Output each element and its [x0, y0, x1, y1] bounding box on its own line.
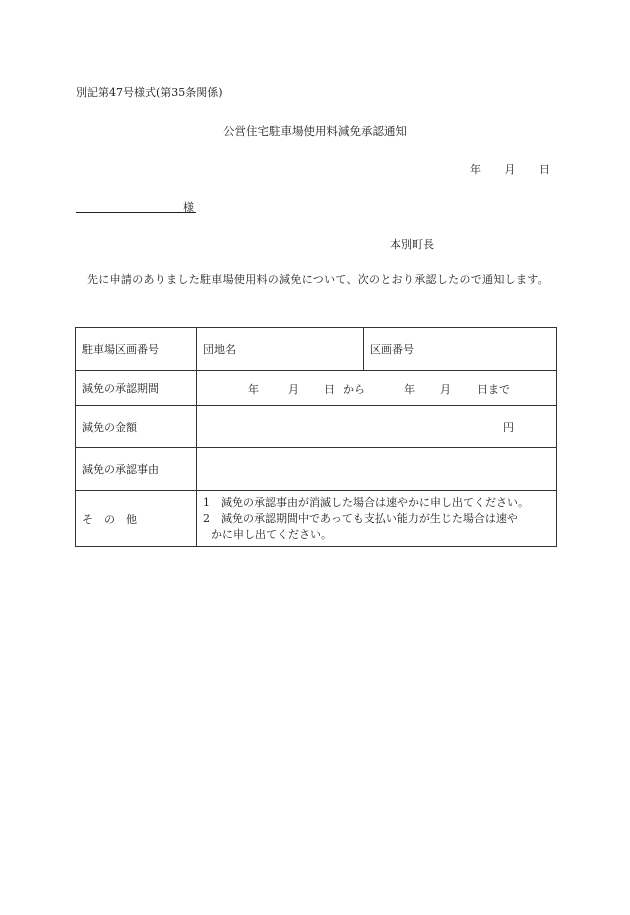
- details-table: [75, 327, 557, 547]
- period-end-day: 日まで: [477, 383, 510, 396]
- period-start-day: 日: [324, 383, 335, 396]
- approval-period-label: 減免の承認期間: [76, 371, 197, 406]
- period-from: から: [343, 383, 365, 396]
- table-row: [76, 448, 557, 491]
- yen-unit: 円: [503, 420, 514, 434]
- parking-lot-number-label: 駐車場区画番号: [76, 328, 197, 371]
- date-year: 年: [470, 163, 481, 176]
- period-end-year: 年: [404, 383, 415, 396]
- note-2: 2 減免の承認期間中であっても支払い能力が生じた場合は速や: [203, 511, 518, 525]
- lot-number-cell: 区画番号: [364, 328, 557, 371]
- document-title: 公営住宅駐車場使用料減免承認通知: [223, 124, 407, 138]
- form-number-label: 別記第47号様式(第35条関係): [76, 86, 223, 99]
- table-row: [76, 491, 557, 547]
- other-notes-cell: [197, 491, 557, 547]
- note-1: 1 減免の承認事由が消滅した場合は速やかに申し出てください。: [203, 495, 529, 509]
- period-end-month: 月: [440, 383, 451, 396]
- addressee-line: [76, 199, 196, 213]
- complex-name-cell: 団地名: [197, 328, 364, 371]
- table-row: [76, 371, 557, 406]
- approval-period-cell: [197, 371, 557, 406]
- date-line: [470, 161, 550, 177]
- table-row: [76, 328, 557, 371]
- note-2-continued: かに申し出てください。: [211, 527, 332, 541]
- other-label: そ の 他: [76, 491, 197, 547]
- body-paragraph: 先に申請のありました駐車場使用料の減免について、次のとおり承認したので通知します。: [87, 273, 549, 286]
- exemption-amount-cell: [197, 406, 557, 448]
- table-row: [76, 406, 557, 448]
- issuer-name: 本別町長: [390, 238, 434, 251]
- date-day: 日: [539, 163, 550, 176]
- exemption-amount-label: 減免の金額: [76, 406, 197, 448]
- addressee-suffix: 様: [183, 201, 194, 214]
- period-start-month: 月: [288, 383, 299, 396]
- approval-reason-cell: [197, 448, 557, 491]
- period-start-year: 年: [248, 383, 259, 396]
- date-month: 月: [504, 163, 516, 176]
- approval-reason-label: 減免の承認事由: [76, 448, 197, 491]
